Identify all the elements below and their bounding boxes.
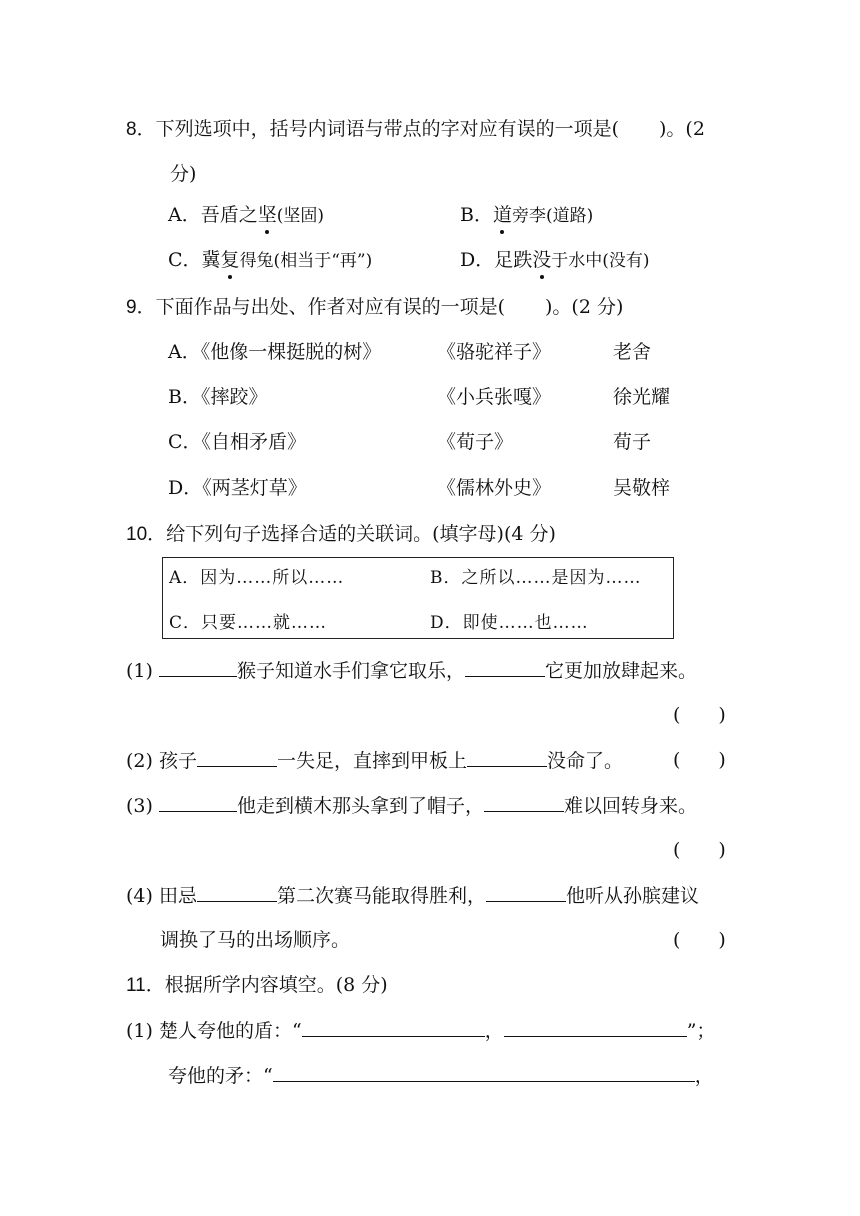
q8-option-d[interactable]: D．足跌没于水中(没有) <box>460 246 650 275</box>
q9-option-d-source: 《儒林外史》 <box>437 477 552 499</box>
answer-blank[interactable] <box>484 791 564 812</box>
q10-sentence-2: (2) 孩子 一失足，直摔到甲板上 没命了。 <box>126 746 623 775</box>
q9-option-d-label[interactable]: D．《两茎灯草》 <box>168 477 307 499</box>
q8-option-a[interactable]: A．吾盾之坚(坚固) <box>168 201 324 230</box>
answer-blank[interactable] <box>302 1016 485 1037</box>
conjunction-option-a: A．因为……所以…… <box>169 568 345 588</box>
emphasis-dot-char: 坚 <box>258 201 277 229</box>
q11-stem: 11．根据所学内容填空。(8 分) <box>126 974 388 996</box>
q9-option-b-source: 《小兵张嘎》 <box>437 386 552 408</box>
answer-blank[interactable] <box>486 881 566 902</box>
emphasis-dot-char: 道 <box>493 201 512 229</box>
q9-option-c-label[interactable]: C．《自相矛盾》 <box>168 431 307 453</box>
answer-parentheses[interactable]: ( ) <box>673 929 726 951</box>
answer-parentheses[interactable]: ( ) <box>673 749 726 771</box>
q9-option-c-source: 《荀子》 <box>437 431 514 453</box>
q11-sentence-1: (1) 楚人夸他的盾：“ ， ”； <box>126 1016 715 1045</box>
q8-option-c[interactable]: C．冀复得兔(相当于“再”) <box>168 246 372 275</box>
q9-option-a-source: 《骆驼祥子》 <box>437 341 552 363</box>
emphasis-dot-char: 复 <box>221 246 240 274</box>
answer-parentheses[interactable]: ( ) <box>673 839 726 861</box>
q11-sentence-1-cont: 夸他的矛：“ ， <box>168 1061 714 1090</box>
q9-option-c-author: 荀子 <box>613 431 652 453</box>
answer-blank[interactable] <box>197 881 277 902</box>
answer-blank[interactable] <box>504 1016 687 1037</box>
q8-stem-cont: 分) <box>170 163 197 185</box>
q10-sentence-3: (3) 他走到横木那头拿到了帽子， 难以回转身来。 <box>126 791 697 820</box>
answer-blank[interactable] <box>197 746 277 767</box>
emphasis-dot-char: 没 <box>532 246 551 274</box>
q8-option-b[interactable]: B．道旁李(道路) <box>460 201 593 230</box>
conjunction-options-box <box>162 557 674 639</box>
q10-sentence-4: (4) 田忌 第二次赛马能取得胜利， 他听从孙膑建议 <box>126 881 699 910</box>
q10-sentence-4-cont: 调换了马的出场顺序。 <box>160 929 351 951</box>
q9-number: 9． <box>126 297 156 318</box>
q10-sentence-1: (1) 猴子知道水手们拿它取乐， 它更加放肆起来。 <box>126 656 697 685</box>
q8-number: 8． <box>126 119 156 140</box>
answer-blank[interactable] <box>465 656 545 677</box>
q9-option-a-label[interactable]: A．《他像一棵挺脱的树》 <box>168 341 382 363</box>
answer-blank[interactable] <box>467 746 547 767</box>
conjunction-option-c: C．只要……就…… <box>169 613 328 633</box>
q9-option-a-author: 老舍 <box>613 341 652 363</box>
q9-option-b-label[interactable]: B．《摔跤》 <box>168 386 268 408</box>
answer-blank[interactable] <box>159 656 237 677</box>
q11-number: 11． <box>126 975 165 996</box>
answer-blank[interactable] <box>159 791 237 812</box>
q9-option-d-author: 吴敬梓 <box>613 477 671 499</box>
answer-parentheses[interactable]: ( ) <box>673 704 726 726</box>
answer-blank[interactable] <box>273 1061 695 1082</box>
q8-stem: 8．下列选项中，括号内词语与带点的字对应有误的一项是( )。(2 <box>126 118 705 140</box>
conjunction-option-d: D．即使……也…… <box>430 613 589 633</box>
q10-number: 10． <box>126 524 167 545</box>
q9-stem: 9．下面作品与出处、作者对应有误的一项是( )。(2 分) <box>126 296 624 318</box>
q10-stem: 10．给下列句子选择合适的关联词。(填字母)(4 分) <box>126 523 556 545</box>
conjunction-option-b: B．之所以……是因为…… <box>430 568 642 588</box>
q9-option-b-author: 徐光耀 <box>613 386 671 408</box>
